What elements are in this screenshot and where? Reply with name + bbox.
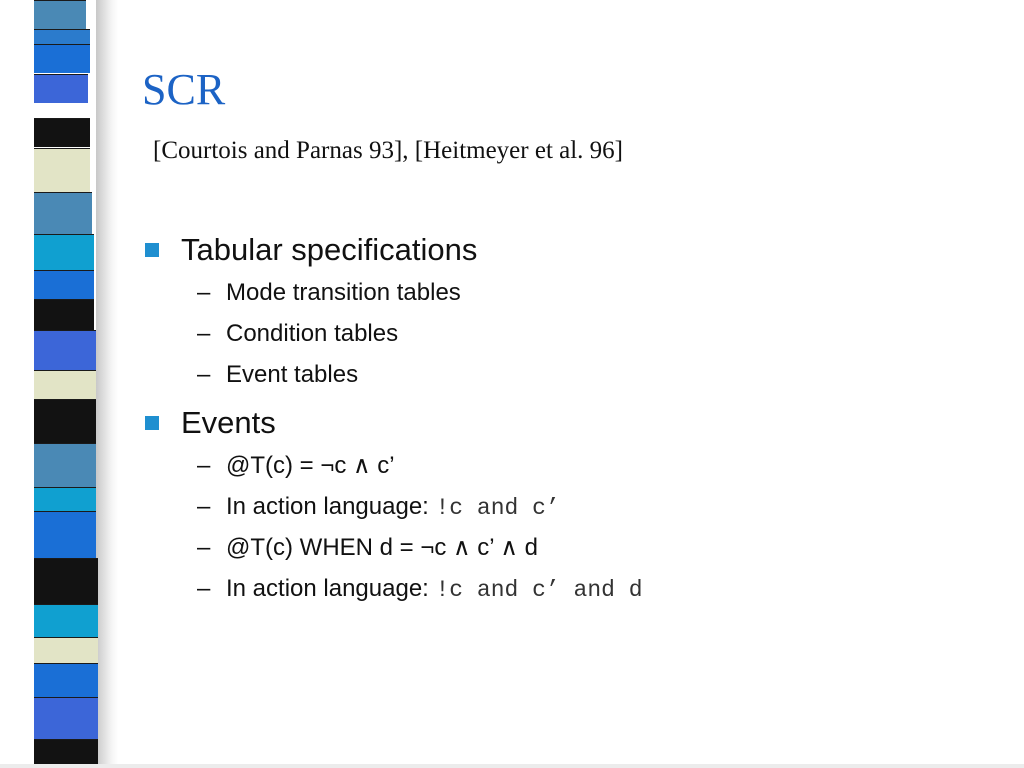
bullet-item-events — [142, 401, 982, 445]
stripe-block — [34, 118, 90, 147]
citation-subtitle: [Courtois and Parnas 93], [Heitmeyer et al. 96] — [153, 137, 624, 164]
stripe-block — [34, 148, 90, 192]
sub-bullet-item — [142, 527, 982, 568]
code-snippet: !c and c’ — [435, 495, 560, 521]
stripe-block — [34, 234, 94, 270]
square-bullet-icon — [145, 416, 159, 430]
stripe-block — [34, 558, 98, 604]
stripe-block — [34, 487, 96, 511]
stripe-block — [34, 0, 86, 29]
stripe-block — [34, 637, 98, 663]
bottom-rule — [0, 764, 1024, 768]
bullet-text: Tabular specifications — [181, 232, 478, 267]
stripe-block — [34, 270, 94, 299]
stripe-block — [34, 330, 96, 370]
stripe-block — [34, 399, 96, 443]
sub-bullet-item — [142, 313, 982, 354]
bullet-text: Events — [181, 405, 276, 440]
code-snippet: !c and c’ and d — [435, 577, 643, 603]
stripe-block — [34, 663, 98, 697]
sub-bullet-item — [142, 354, 982, 395]
sub-bullet-item — [142, 568, 982, 609]
sub-bullet-text: Condition tables — [226, 320, 399, 347]
bullet-list — [142, 228, 982, 609]
stripe-block — [34, 697, 98, 739]
sub-bullet-text: Mode transition tables — [226, 279, 461, 306]
dash-icon: – — [197, 493, 211, 520]
sub-bullet-text: Event tables — [226, 361, 359, 388]
stripe-block — [34, 443, 96, 487]
stripe-block — [34, 44, 90, 73]
stripe-block — [34, 192, 92, 234]
dash-icon: – — [197, 320, 211, 347]
bullet-item-tabular-specifications — [142, 228, 982, 272]
sub-bullet-text: @T(c) = ¬c ∧ c’ — [226, 452, 395, 479]
stripe-block — [34, 370, 96, 399]
dash-icon: – — [197, 452, 211, 479]
stripe-block — [34, 74, 88, 103]
dash-icon: – — [197, 361, 211, 388]
sub-bullet-item — [142, 272, 982, 313]
sub-bullet-text: In action language: — [226, 575, 436, 602]
slide-title: SCR — [142, 65, 226, 114]
square-bullet-icon — [145, 243, 159, 257]
sub-bullet-item — [142, 486, 982, 527]
sub-bullet-text: In action language: — [226, 493, 436, 520]
stripe-block — [34, 604, 98, 637]
stripe-block — [34, 299, 94, 330]
dash-icon: – — [197, 279, 211, 306]
sub-bullet-text: @T(c) WHEN d = ¬c ∧ c’ ∧ d — [226, 534, 538, 561]
dash-icon: – — [197, 534, 211, 561]
stripe-block — [34, 511, 96, 558]
sub-bullet-item — [142, 445, 982, 486]
decorative-stripe-bar — [34, 0, 100, 768]
dash-icon: – — [197, 575, 211, 602]
